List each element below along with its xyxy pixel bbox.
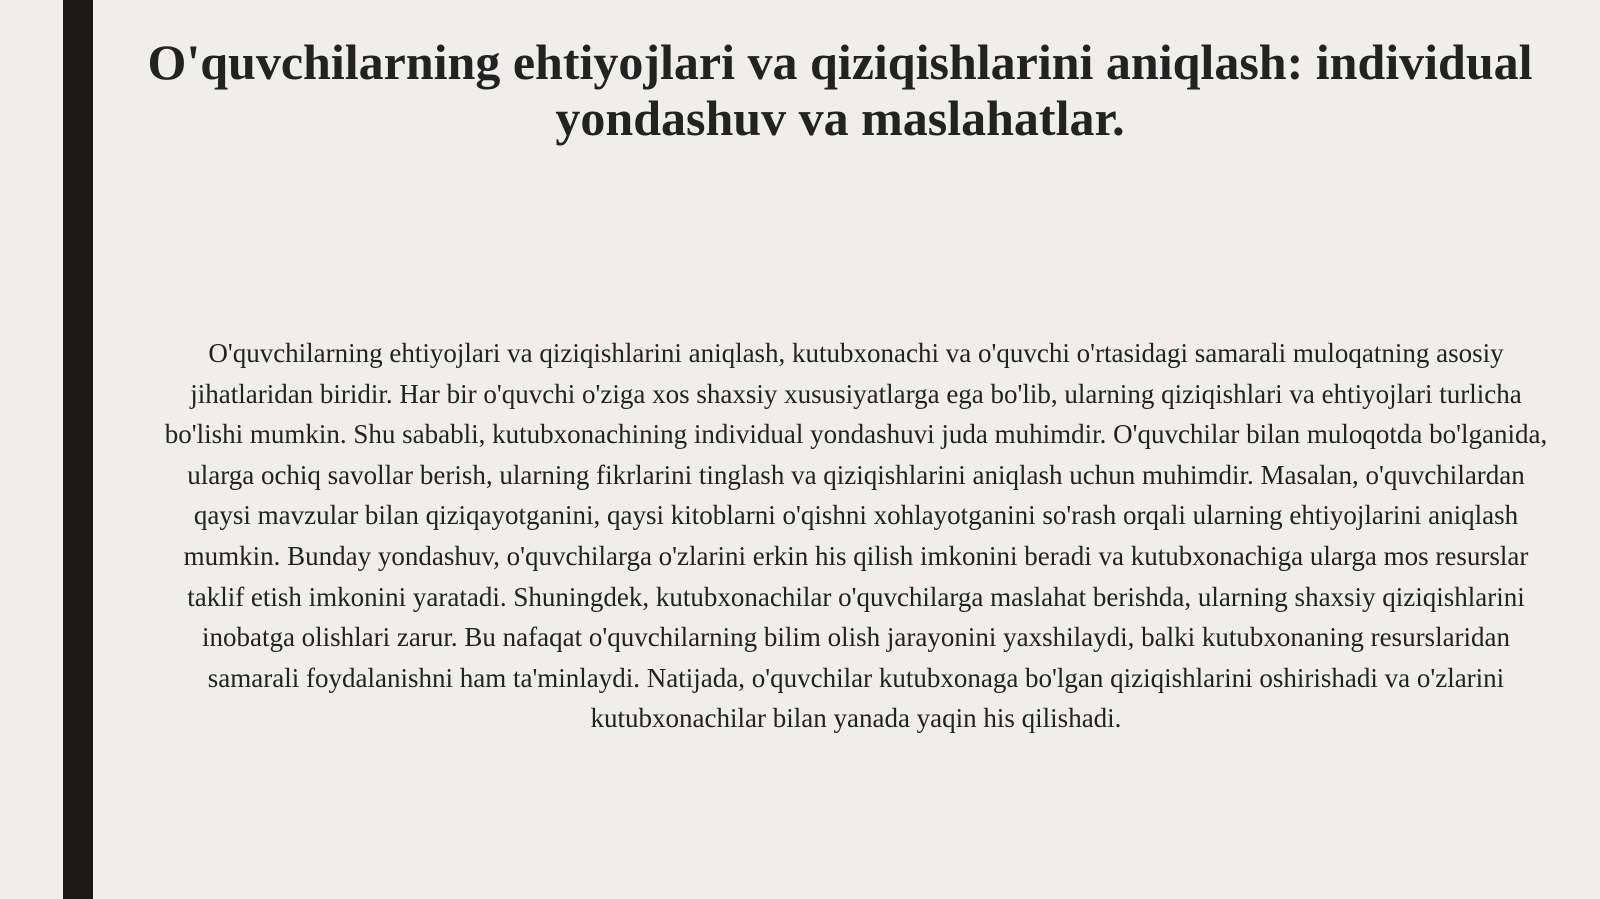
- slide-body-text: O'quvchilarning ehtiyojlari va qiziqishlarini aniqlash, kutubxonachi va o'quvchi o'rtasidagi samarali muloqatning asosiy jihatlaridan biridir. Har bir o'quvchi o'ziga xos shaxsiy xususiyatlarga ega bo'lib, ularning qiziqishlari va ehtiyojlari turlicha bo'lishi mumkin. Shu sababli, kutubxonachining individual yondashuvi juda muhimdir. O'quvchilar bilan muloqotda bo'lganida, ularga ochiq savollar berish, ularning fikrlarini tinglash va qiziqishlarini aniqlash uchun muhimdir. Masalan, o'quvchilardan qaysi mavzular bilan qiziqayotganini, qaysi kitoblarni o'qishni xohlayotganini so'rash orqali ularning ehtiyojlarini aniqlash mumkin. Bunday yondashuv, o'quvchilarga o'zlarini erkin his qilish imkonini beradi va kutubxonachiga ularga mos resurslar taklif etish imkonini yaratadi. Shuningdek, kutubxonachilar o'quvchilarga maslahat berishda, ularning shaxsiy qiziqishlarini inobatga olishlari zarur. Bu nafaqat o'quvchilarning bilim olish jarayonini yaxshilaydi, balki kutubxonaning resurslaridan samarali foydalanishni ham ta'minlaydi. Natijada, o'quvchilar kutubxonaga bo'lgan qiziqishlarini oshirishadi va o'zlarini kutubxonachilar bilan yanada yaqin his qilishadi.: [164, 338, 1548, 734]
- accent-bar: [63, 0, 93, 899]
- slide-title: O'quvchilarning ehtiyojlari va qiziqishlarini aniqlash: individual yondashuv va maslahatlar.: [147, 34, 1533, 146]
